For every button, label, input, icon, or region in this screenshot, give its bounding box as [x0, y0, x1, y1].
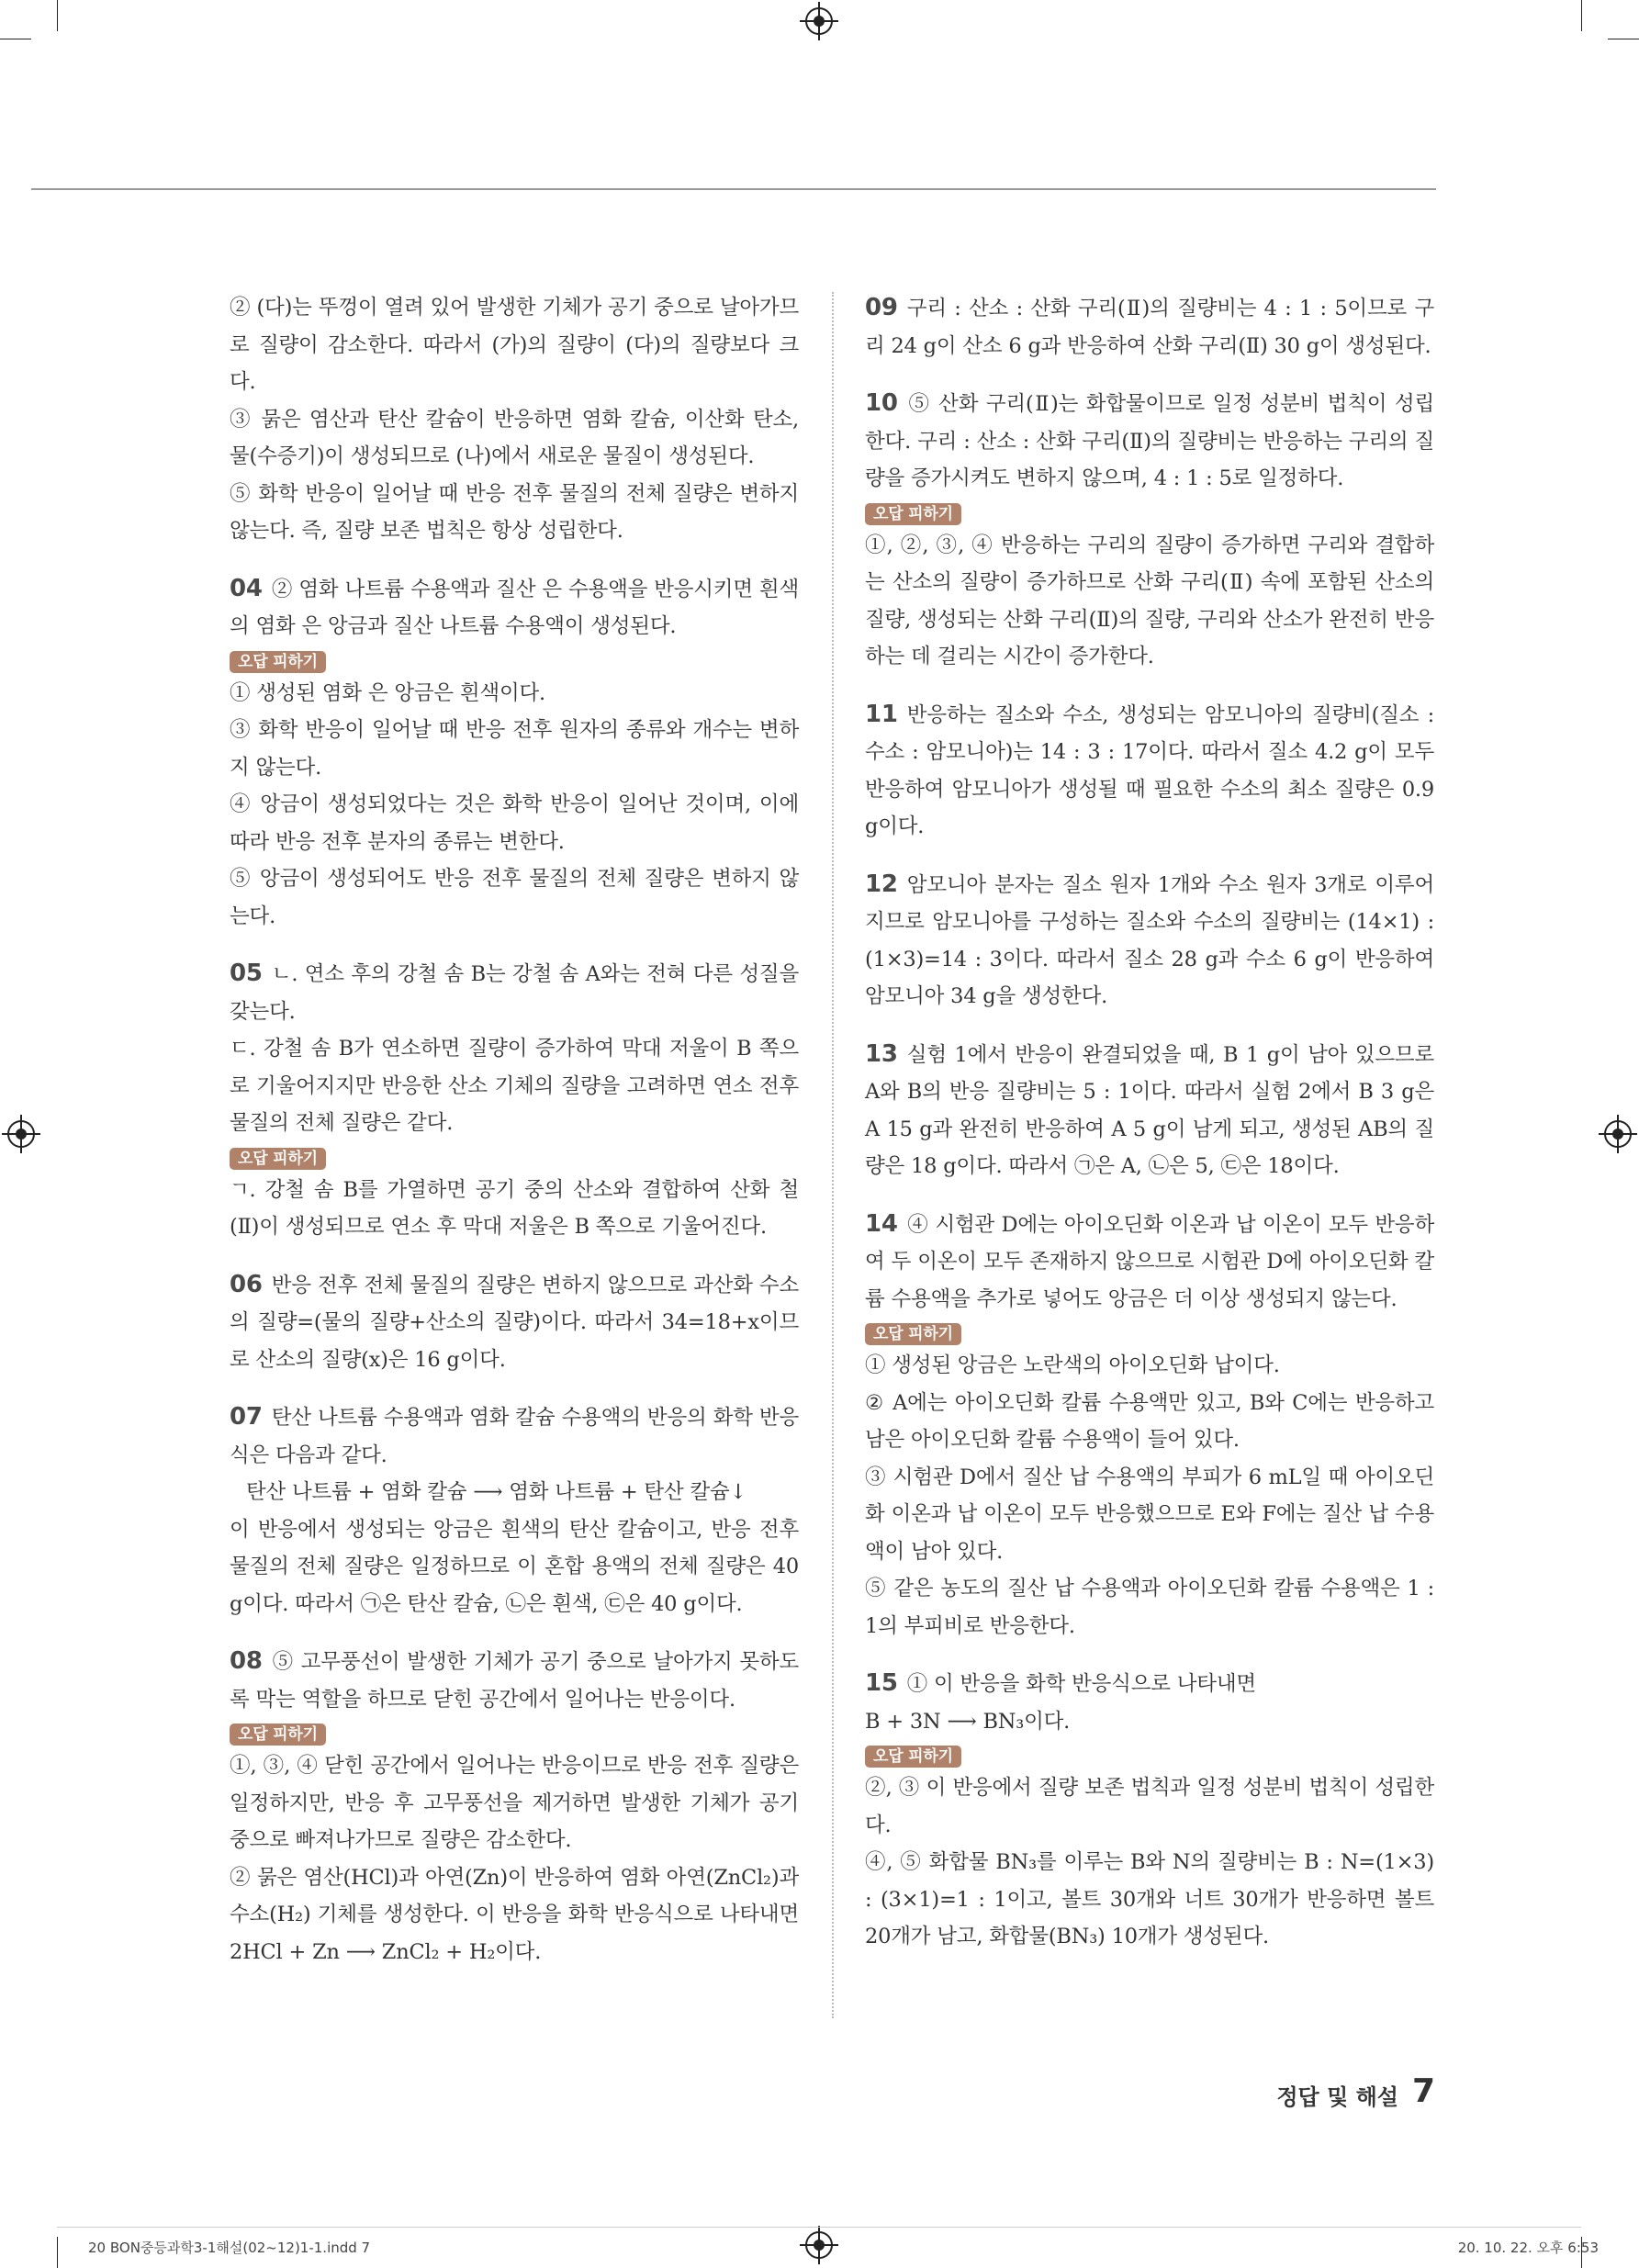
answer-07	[230, 1398, 799, 1622]
section-title: 정답 및 해설	[1276, 2084, 1398, 2110]
column-divider	[832, 292, 834, 2018]
question-number: 04	[230, 574, 263, 602]
answer-06	[230, 1266, 799, 1379]
answer-lead: ④ 시험관 D에는 아이오딘화 이온과 납 이온이 모두 반응하여 두 이온이 모두 존재하지 않으므로 시험관 D에 아이오딘화 칼륨 수용액을 추가로 넣어도 앙금은 더 이상 생성되지 않는다.	[865, 1212, 1434, 1311]
word-equation: 탄산 나트륨 + 염화 칼슘 ⟶ 염화 나트륨 + 탄산 칼슘↓	[246, 1480, 747, 1504]
answer-line: ②, ③ 이 반응에서 질량 보존 법칙과 일정 성분비 법칙이 성립한다.	[865, 1776, 1434, 1837]
crop-mark-top-left-v	[57, 0, 58, 31]
answer-lead: ⑤ 고무풍선이 발생한 기체가 공기 중으로 날아가지 못하도록 막는 역할을 하므로 닫힌 공간에서 일어나는 반응이다.	[230, 1650, 799, 1712]
answer-line: ⑤ 앙금이 생성되어도 반응 전후 물질의 전체 질량은 변하지 않는다.	[230, 867, 799, 928]
slug-timestamp: 20. 10. 22. 오후 6:53	[1457, 2240, 1599, 2256]
question-number: 12	[865, 870, 898, 898]
answer-continuation	[230, 289, 799, 550]
answer-09	[865, 289, 1434, 365]
crop-mark-bottom-left-v	[57, 2237, 58, 2268]
answer-line: ② (다)는 뚜껑이 열려 있어 발생한 기체가 공기 중으로 날아가므로 질량이 감소한다. 따라서 (가)의 질량이 (다)의 질량보다 크다.	[230, 296, 799, 394]
question-number: 07	[230, 1403, 263, 1431]
slug-rule	[57, 2227, 1581, 2228]
question-number: 10	[865, 389, 898, 417]
answer-11	[865, 696, 1434, 846]
slug-filename: 20 BON중등과학3-1해설(02~12)1-1.indd 7	[88, 2240, 371, 2256]
wrong-answer-badge: 오답 피하기	[865, 1746, 961, 1768]
answer-line: ④, ⑤ 화합물 BN₃를 이루는 B와 N의 질량비는 B : N=(1×3) : (3×1)=1 : 1이고, 볼트 30개와 너트 30개가 반응하면 볼트 20개가 남고, 화합물(BN₃) 10개가 생성된다.	[865, 1850, 1434, 1948]
right-column	[865, 289, 1434, 1976]
answer-14	[865, 1206, 1434, 1645]
answer-line: ③ 시험관 D에서 질산 납 수용액의 부피가 6 mL일 때 아이오딘화 이온과 납 이온이 모두 반응했으므로 E와 F에는 질산 납 수용액이 남아 있다.	[865, 1465, 1434, 1564]
answer-line: ①, ③, ④ 닫힌 공간에서 일어나는 반응이므로 반응 전후 질량은 일정하지만, 반응 후 고무풍선을 제거하면 발생한 기체가 공기 중으로 빠져나가므로 질량은 감소한다.	[230, 1754, 799, 1852]
answer-lead: 탄산 나트륨 수용액과 염화 칼슘 수용액의 반응의 화학 반응식은 다음과 같다.	[230, 1406, 799, 1467]
answer-lead: ⑤ 산화 구리(Ⅱ)는 화합물이므로 일정 성분비 법칙이 성립한다. 구리 : 산소 : 산화 구리(Ⅱ)의 질량비는 반응하는 구리의 질량을 증가시켜도 변하지 않으며, 4 : 1 : 5로 일정하다.	[865, 392, 1434, 490]
answer-line: ③ 화학 반응이 일어날 때 반응 전후 원자의 종류와 개수는 변하지 않는다.	[230, 718, 799, 780]
registration-mark-bottom-icon	[805, 2231, 833, 2259]
answer-05	[230, 955, 799, 1246]
answer-line: ㄷ. 강철 솜 B가 연소하면 질량이 증가하여 막대 저울이 B 쪽으로 기울어지지만 반응한 산소 기체의 질량을 고려하면 연소 전후 물질의 전체 질량은 같다.	[230, 1037, 799, 1135]
answer-15	[865, 1665, 1434, 1956]
header-rule	[31, 188, 1436, 190]
answer-lead: 반응 전후 전체 물질의 질량은 변하지 않으므로 과산화 수소의 질량=(물의 질량+산소의 질량)이다. 따라서 34=18+x이므로 산소의 질량(x)은 16 g이다.	[230, 1273, 799, 1372]
answer-lead: 실험 1에서 반응이 완결되었을 때, B 1 g이 남아 있으므로 A와 B의 반응 질량비는 5 : 1이다. 따라서 실험 2에서 B 3 g은 A 15 g과 완전히 반응하여 A 5 g이 남게 되고, 생성된 AB의 질량은 18 g이다. 따라서 ㉠은 A, ㉡은 5, ㉢은 18이다.	[865, 1042, 1434, 1178]
answer-line: ①, ②, ③, ④ 반응하는 구리의 질량이 증가하면 구리와 결합하는 산소의 질량이 증가하므로 산화 구리(Ⅱ) 속에 포함된 산소의 질량, 생성되는 산화 구리(Ⅱ)의 질량, 구리와 산소가 완전히 반응하는 데 걸리는 시간이 증가한다.	[865, 533, 1434, 668]
answer-lead: ② 염화 나트륨 수용액과 질산 은 수용액을 반응시키면 흰색의 염화 은 앙금과 질산 나트륨 수용액이 생성된다.	[230, 577, 799, 638]
answer-line: ① 생성된 염화 은 앙금은 흰색이다.	[230, 680, 545, 705]
answer-line: ② 묽은 염산(HCl)과 아연(Zn)이 반응하여 염화 아연(ZnCl₂)과 수소(H₂) 기체를 생성한다. 이 반응을 화학 반응식으로 나타내면 2HCl + Zn ⟶ ZnCl₂ + H₂이다.	[230, 1865, 799, 1964]
question-number: 09	[865, 294, 898, 321]
wrong-answer-badge: 오답 피하기	[230, 1723, 326, 1746]
left-column	[230, 289, 799, 1991]
answer-line: ① 생성된 앙금은 노란색의 아이오딘화 납이다.	[865, 1353, 1280, 1377]
question-number: 11	[865, 700, 898, 728]
answer-line: ② A에는 아이오딘화 칼륨 수용액만 있고, B와 C에는 반응하고 남은 아이오딘화 칼륨 수용액이 들어 있다.	[865, 1390, 1434, 1452]
registration-mark-left-icon	[7, 1120, 35, 1148]
answer-04	[230, 570, 799, 936]
question-number: 14	[865, 1209, 898, 1238]
answer-lead: 구리 : 산소 : 산화 구리(Ⅱ)의 질량비는 4 : 1 : 5이므로 구리 24 g이 산소 6 g과 반응하여 산화 구리(Ⅱ) 30 g이 생성된다.	[865, 297, 1434, 358]
answer-line: ④ 앙금이 생성되었다는 것은 화학 반응이 일어난 것이며, 이에 따라 반응 전후 분자의 종류는 변한다.	[230, 792, 799, 854]
question-number: 05	[230, 960, 263, 987]
wrong-answer-badge: 오답 피하기	[230, 651, 326, 673]
registration-mark-top-icon	[805, 7, 833, 35]
question-number: 06	[230, 1270, 263, 1298]
answer-12	[865, 866, 1434, 1016]
page-number: 7	[1411, 2072, 1435, 2110]
question-number: 08	[230, 1647, 263, 1675]
registration-mark-right-icon	[1604, 1120, 1632, 1148]
answer-13	[865, 1036, 1434, 1185]
wrong-answer-badge: 오답 피하기	[865, 503, 961, 525]
answer-10	[865, 385, 1434, 676]
answer-line: ③ 묽은 염산과 탄산 칼슘이 반응하면 염화 칼슘, 이산화 탄소, 물(수증기)이 생성되므로 (나)에서 새로운 물질이 생성된다.	[230, 407, 799, 468]
answer-lead: 암모니아 분자는 질소 원자 1개와 수소 원자 3개로 이루어지므로 암모니아를 구성하는 질소와 수소의 질량비는 (14×1) : (1×3)=14 : 3이다. 따라서 질소 28 g과 수소 6 g이 반응하여 암모니아 34 g을 생성한다.	[865, 872, 1434, 1008]
crop-mark-top-right-v	[1581, 0, 1582, 31]
answer-line: ⑤ 같은 농도의 질산 납 수용액과 아이오딘화 칼륨 수용액은 1 : 1의 부피비로 반응한다.	[865, 1577, 1434, 1638]
answer-lead: ① 이 반응을 화학 반응식으로 나타내면	[906, 1672, 1256, 1696]
answer-lead: 반응하는 질소와 수소, 생성되는 암모니아의 질량비(질소 : 수소 : 암모니아)는 14 : 3 : 17이다. 따라서 질소 4.2 g이 모두 반응하여 암모니아가 생성될 때 필요한 수소의 최소 질량은 0.9 g이다.	[865, 702, 1434, 838]
answer-line: 이 반응에서 생성되는 앙금은 흰색의 탄산 칼슘이고, 반응 전후 물질의 전체 질량은 일정하므로 이 혼합 용액의 전체 질량은 40 g이다. 따라서 ㉠은 탄산 칼슘, ㉡은 흰색, ㉢은 40 g이다.	[230, 1517, 799, 1616]
answer-line: ㄱ. 강철 솜 B를 가열하면 공기 중의 산소와 결합하여 산화 철(Ⅱ)이 생성되므로 연소 후 막대 저울은 B 쪽으로 기울어진다.	[230, 1177, 799, 1239]
question-number: 13	[865, 1039, 898, 1068]
answer-lead: ㄴ. 연소 후의 강철 솜 B는 강철 솜 A와는 전혀 다른 성질을 갖는다.	[230, 962, 799, 1024]
answer-line: ⑤ 화학 반응이 일어날 때 반응 전후 물질의 전체 질량은 변하지 않는다. 즉, 질량 보존 법칙은 항상 성립한다.	[230, 481, 799, 543]
wrong-answer-badge: 오답 피하기	[865, 1323, 961, 1345]
question-number: 15	[865, 1669, 898, 1697]
chemical-equation: B + 3N ⟶ BN₃이다.	[865, 1709, 1071, 1734]
answer-08	[230, 1643, 799, 1970]
wrong-answer-badge: 오답 피하기	[230, 1148, 326, 1170]
